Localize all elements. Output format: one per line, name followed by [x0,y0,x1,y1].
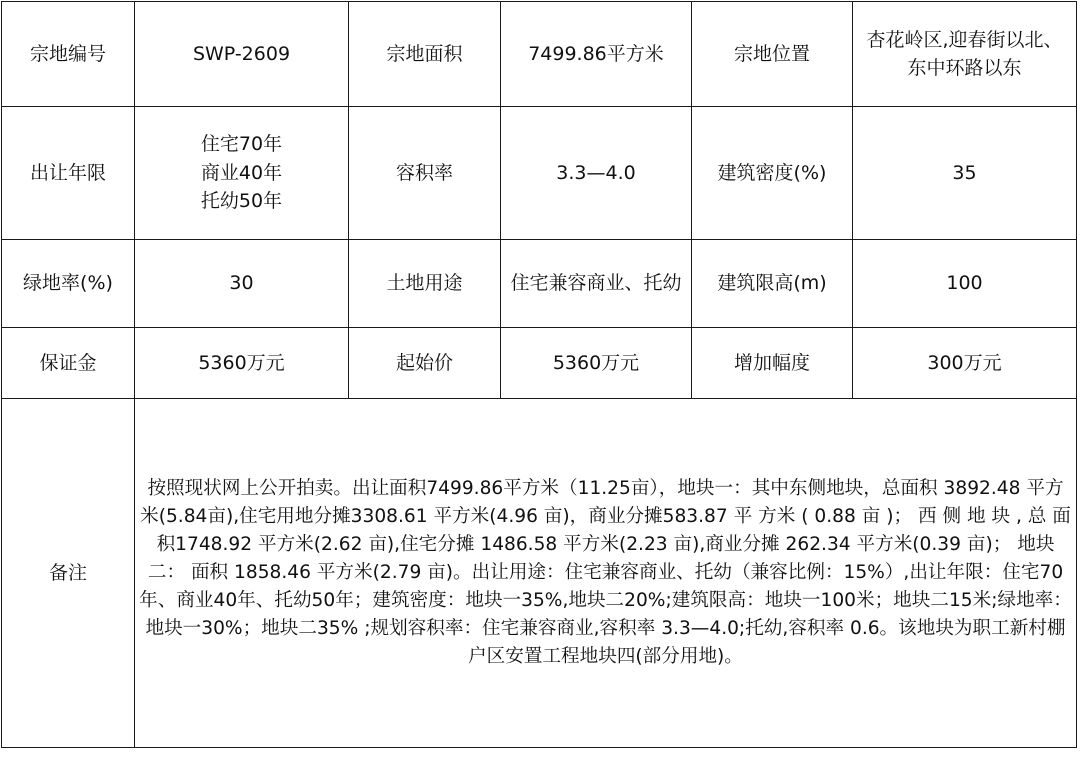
table-row [2,107,1077,240]
lease-term-label: 出让年限 [2,107,135,240]
lease-term-residential: 住宅70年 [200,133,283,156]
table-row [2,2,1077,107]
plot-ratio-label: 容积率 [349,107,501,240]
starting-price-value: 5360万元 [501,328,692,399]
parcel-location-label: 宗地位置 [692,2,853,107]
bid-increment-label: 增加幅度 [692,328,853,399]
deposit-label: 保证金 [2,328,135,399]
parcel-area-label: 宗地面积 [349,2,501,107]
table-row [2,399,1077,748]
lease-term-nursery: 托幼50年 [200,190,283,213]
height-limit-label: 建筑限高(m) [692,240,853,328]
green-ratio-label: 绿地率(%) [2,240,135,328]
table-row [2,328,1077,399]
parcel-location-value: 杏花岭区,迎春街以北、东中环路以东 [853,2,1077,107]
starting-price-label: 起始价 [349,328,501,399]
remarks-label: 备注 [2,399,135,748]
land-use-label: 土地用途 [349,240,501,328]
green-ratio-value: 30 [135,240,349,328]
parcel-number-value: SWP-2609 [135,2,349,107]
building-density-value: 35 [853,107,1077,240]
table-row [2,240,1077,328]
building-density-label: 建筑密度(%) [692,107,853,240]
plot-ratio-value: 3.3—4.0 [501,107,692,240]
bid-increment-value: 300万元 [853,328,1077,399]
parcel-number-label: 宗地编号 [2,2,135,107]
parcel-area-value: 7499.86平方米 [501,2,692,107]
deposit-value: 5360万元 [135,328,349,399]
remarks-text: 按照现状网上公开拍卖。出让面积7499.86平方米（11.25亩），地块一：其中东侧地块，总面积 3892.48 平方米(5.84亩),住宅用地分摊3308.61 平方米(4.96 亩)，商业分摊583.87 平 方米 ( 0.88 亩 )； 西 侧 地 块 , 总 面 积1748.92 平方米(2.62 亩),住宅分摊 1486.58 平方米(2.23 亩),商业分摊 262.34 平方米(0.39 亩)； 地块二： 面积 1858.46 平方米(2.79 亩)。出让用途：住宅兼容商业、托幼（兼容比例：15%）,出让年限：住宅70年、商业40年、托幼50年；建筑密度：地块一35%,地块二20%;建筑限高：地块一100米；地块二15米;绿地率：地块一30%；地块二35% ;规划容积率：住宅兼容商业,容积率 3.3—4.0;托幼,容积率 0.6。该地块为职工新村棚户区安置工程地块四(部分用地)。 [135,399,1077,748]
land-parcel-table [1,1,1077,748]
lease-term-commercial: 商业40年 [200,161,283,184]
height-limit-value: 100 [853,240,1077,328]
land-use-value: 住宅兼容商业、托幼 [501,240,692,328]
lease-term-value [135,107,349,240]
